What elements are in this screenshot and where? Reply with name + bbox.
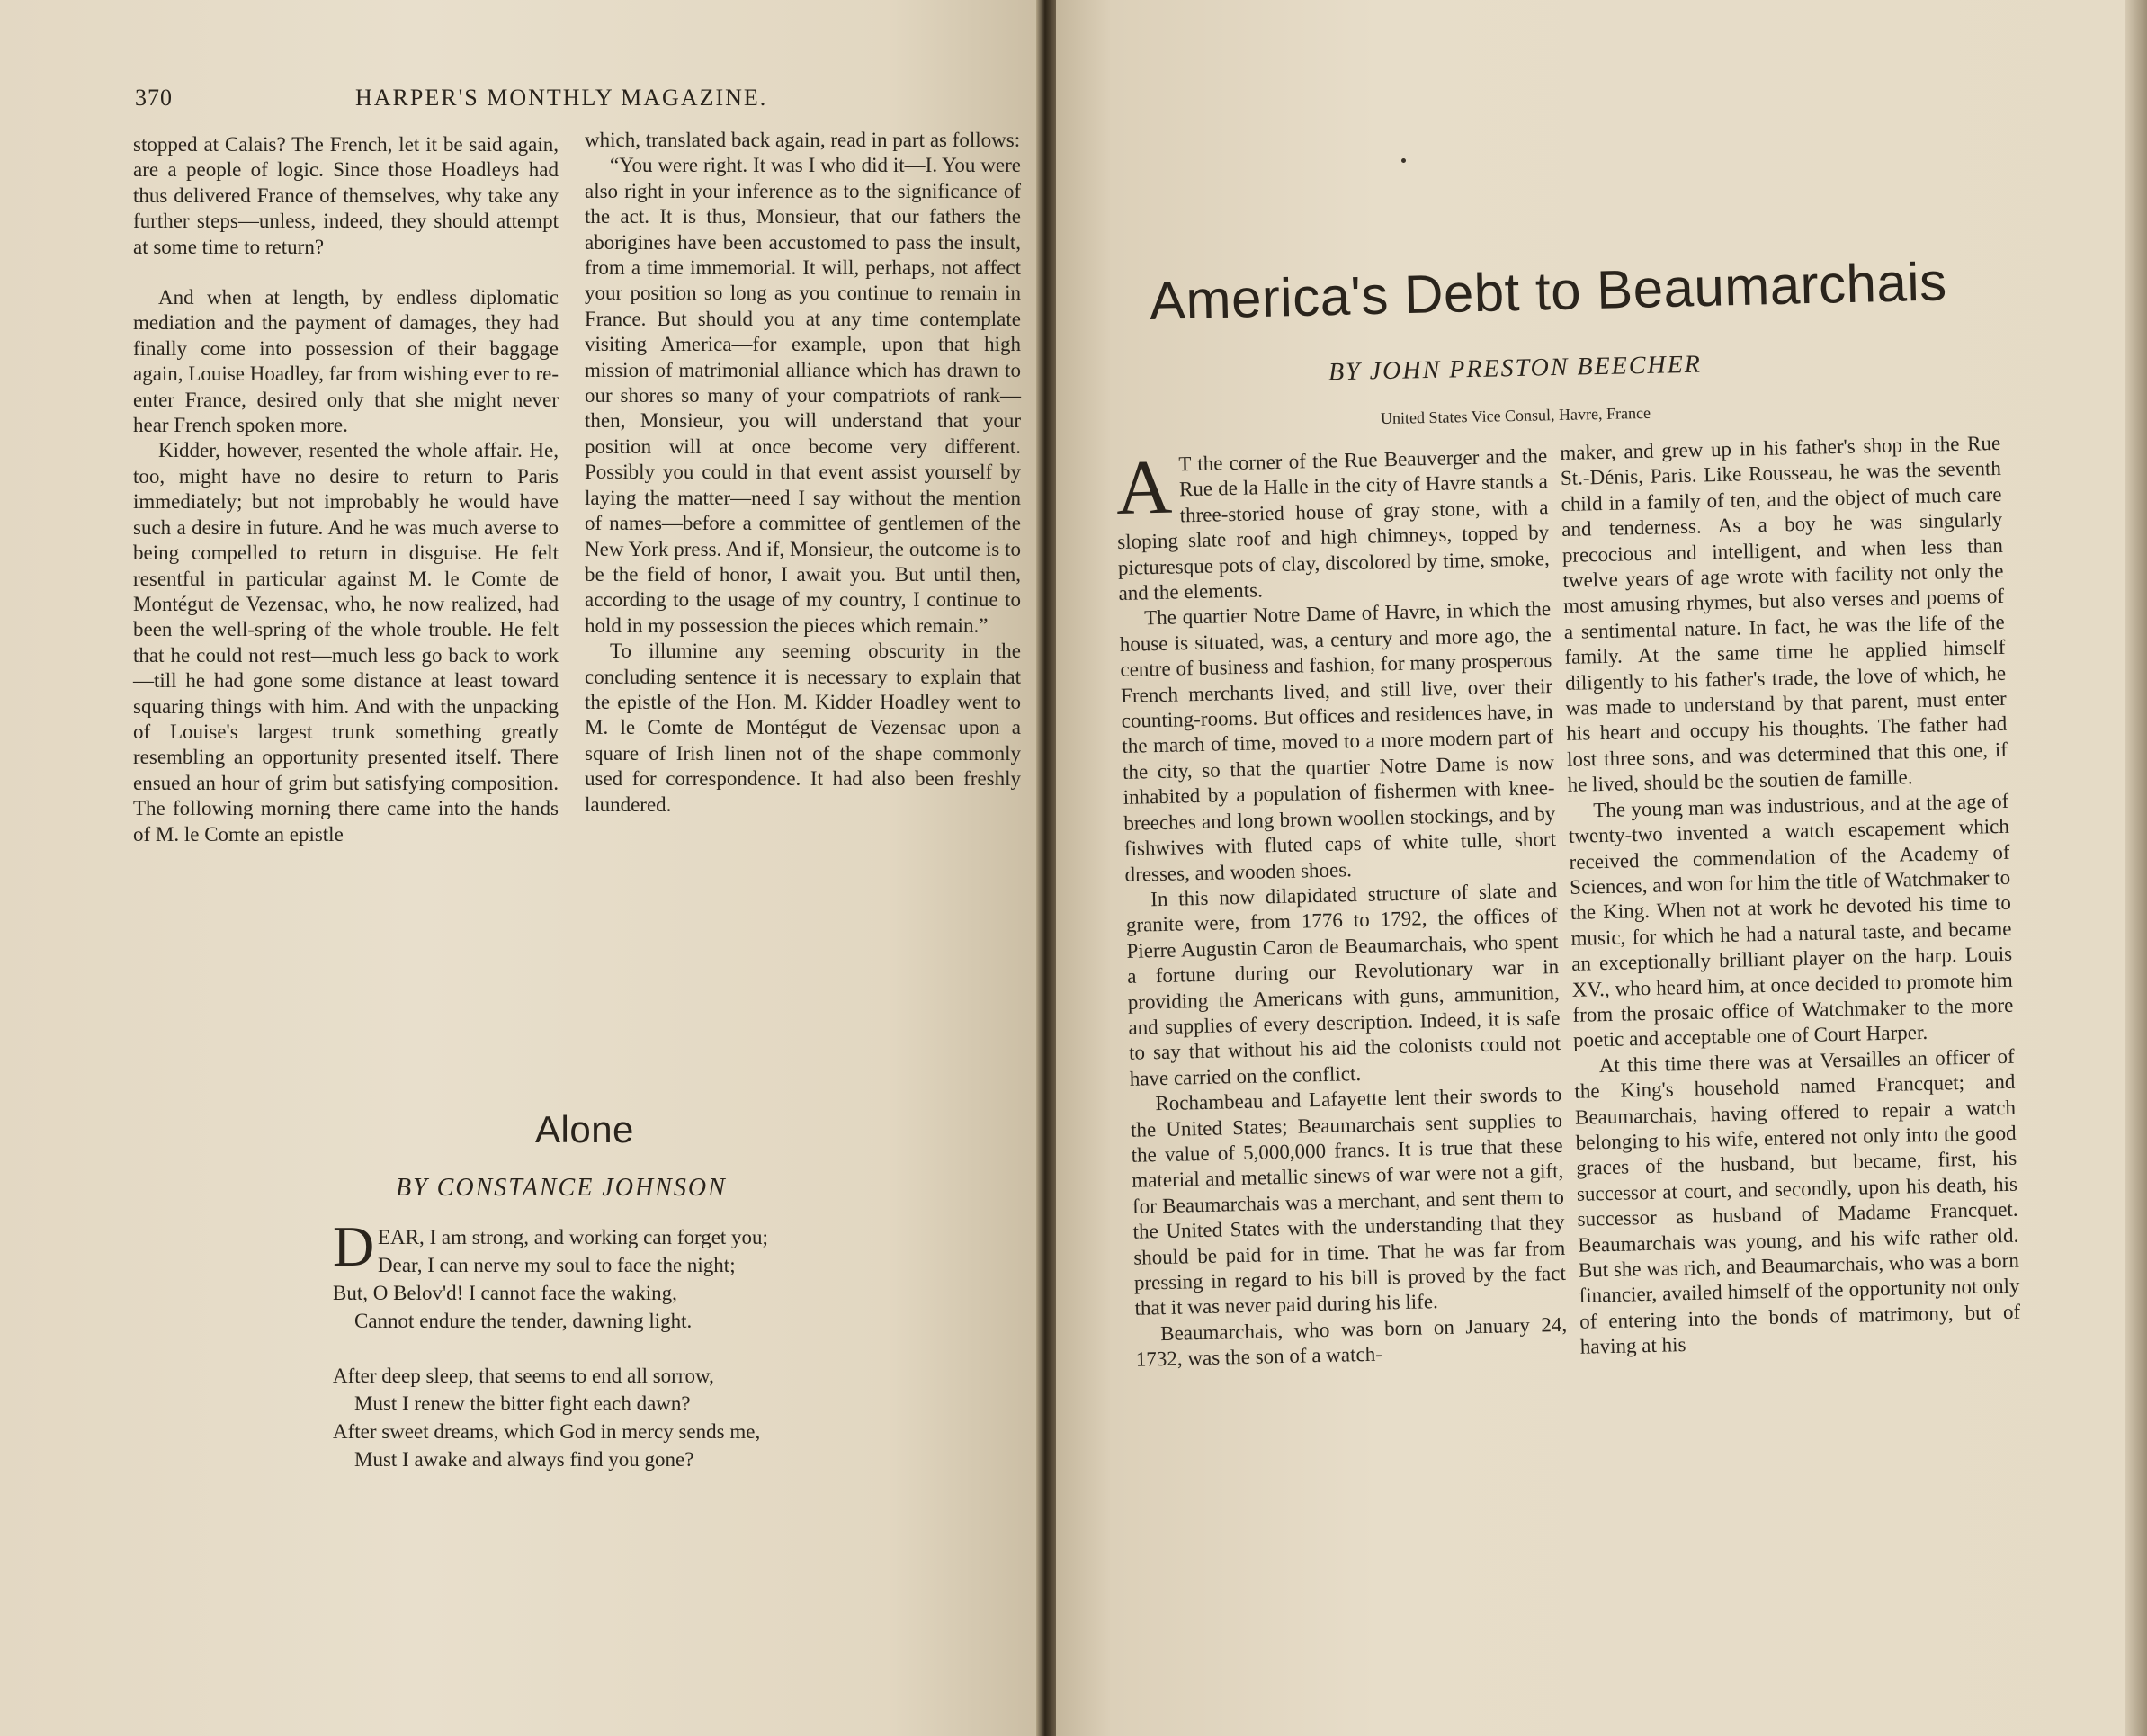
stanza-break [333, 1335, 917, 1362]
paragraph: And when at length, by endless diplomatic mediation and the payment of damages, they had finally come into possession of their baggage again, Louise Hoadley, far from wishing ever to re-enter France, desired only that she might never hear French spoken more. [133, 286, 559, 437]
page-edge [2125, 0, 2147, 1736]
article-byline: BY JOHN PRESTON BEECHER [1328, 350, 1703, 387]
left-column-2 [585, 128, 1021, 818]
poem-line: Must I renew the bitter fight each dawn? [354, 1392, 691, 1415]
paragraph: In this now dilapidated structure of slate and granite were, from 1776 to 1792, the offices of Pierre Augustin Caron de Beaumarchais, who spent a fortune during our Revolutionary war in providing the Americans with guns, ammunition, and supplies of every description. Indeed, it is safe to say that without his aid the colonists could not have carried on the conflict. [1125, 878, 1561, 1090]
poem-line: Must I awake and always find you gone? [354, 1448, 694, 1471]
paragraph [1115, 443, 1551, 606]
paragraph: Rochambeau and Lafayette lent their swords to the United States; Beaumarchais sent supplies to the value of 5,000,000 francs. It is true that these material and metallic sinews of war were not a gift, for Beaumarchais was a merchant, and sent them to the United States with the understanding that they should be paid for in time. That he was far from pressing in regard to his bill is proved by the fact that it was never paid during his life. [1130, 1083, 1567, 1320]
paragraph: To illumine any seeming obscurity in the concluding sentence it is necessary to explain that the epistle of the Hon. M. Kidder Hoadley went to M. le Comte de Montégut de Vezensac upon a square of Irish linen not of the shape commonly used for correspondence. It had also been freshly laundered. [585, 640, 1021, 816]
drop-cap: D [333, 1214, 375, 1278]
magazine-title: HARPER'S MONTHLY MAGAZINE. [355, 85, 768, 111]
book-gutter [1036, 0, 1056, 1736]
printer-dot [1401, 158, 1406, 163]
paragraph: stopped at Calais? The French, let it be said again, are a people of logic. Since those Hoadleys had thus delivered France of themselves, why take any further steps—unless, indeed, they should attempt at some time to return? [133, 133, 559, 258]
left-page [0, 0, 1045, 1736]
poem-line: After deep sleep, that seems to end all sorrow, [333, 1365, 714, 1387]
paragraph: Kidder, however, resented the whole affair. He, too, might have no desire to return to Paris immediately; but not improbably he would have such a desire in future. And he was much averse to being compelled to return in disguise. He felt resentful in particular against M. le Comte de Montégut de Vezensac, who, he now realized, had been the well-spring of the whole trouble. He felt that he could not rest—much less go back to work—till he had gone some distance at least toward squaring things with him. And with the unpacking of Louise's largest trunk something greatly resembling an opportunity presented itself. There ensued an hour of grim but satisfying composition. The following morning there came into the hands of M. le Comte an epistle [133, 439, 559, 846]
paragraph: The quartier Notre Dame of Havre, in which the house is situated, was, a century and more ago, the centre of business and fashion, for many prosperous French merchants lived, and still live, over their counting-rooms. But offices and residences have, in the march of time, moved to a more modern part of the city, so that the quartier Notre Dame is now inhabited by a population of fishermen with knee-breeches and long brown woollen stockings, and by fishwives with fluted caps of white tulle, short dresses, and wooden shoes. [1119, 597, 1557, 886]
right-column-2 [1560, 431, 2021, 1360]
drop-cap: A [1114, 443, 1174, 531]
paragraph: which, translated back again, read in part as follows: [585, 129, 1021, 151]
page-number: 370 [135, 85, 173, 111]
poem-line: But, O Belov'd! I cannot face the waking, [333, 1282, 677, 1304]
paragraph: “You were right. It was I who did it—I. You were also right in your inference as to the significance of the act. It is thus, Monsieur, that our fathers the aborigines have been accustomed to pass the insult, from a time immemorial. It will, perhaps, not affect your position so long as you continue to remain in France. But should you at any time contemplate visiting America—for example, upon that high mission of matrimonial alliance which has drawn to our shores so many of your compatriots of rank—then, Monsieur, you will understand that your position will at once become very different. Possibly you could in that event assist yourself by laying the matter—need I say without the mention of names—before a committee of gentlemen of the New York press. And if, Monsieur, the outcome is to be the field of honor, I await you. But until then, according to the usage of my country, I continue to hold in my possession the pieces which remain.” [585, 154, 1021, 637]
left-column-1 [133, 132, 559, 847]
poem-line: Cannot endure the tender, dawning light. [354, 1310, 693, 1332]
right-column-1 [1115, 443, 1568, 1373]
paragraph: maker, and grew up in his father's shop in the Rue St.-Dénis, Paris. Like Rousseau, he was the seventh child in a family of ten, and the object of much care and tenderness. As a boy he was singularly precocious and intelligent, and when less than twelve years of age wrote with facility not only the most amusing rhymes, but also verses and poems of a sentimental nature. In fact, he was the life of the family. At the same time he applied himself diligently to his father's trade, the love of which, he was made to understand by that parent, must enter his heart and occupy his thoughts. The father had lost three sons, and was determined that this one, if he lived, should be the soutien de famille. [1560, 431, 2008, 797]
running-head [135, 85, 1025, 112]
poem [333, 1214, 917, 1473]
article-title: America's Debt to Beaumarchais [1149, 251, 1948, 331]
poem-title: Alone [535, 1108, 634, 1150]
paragraph-text: T the corner of the Rue Beauverger and the Rue de la Halle in the city of Havre stands a three-storied house of gray stone, with a sloping slate roof and high chimneys, topped by picturesque pots of clay, discolored by time, smoke, and the elements. [1116, 444, 1551, 604]
poem-line: Dear, I can nerve my soul to face the night; [378, 1254, 736, 1276]
poem-line: After sweet dreams, which God in mercy sends me, [333, 1420, 761, 1443]
paragraph: Beaumarchais, who was born on January 24, 1732, was the son of a watch- [1135, 1312, 1568, 1371]
poem-line-text: EAR, I am strong, and working can forget you; [378, 1226, 768, 1248]
paragraph: At this time there was at Versailles an officer of the King's household named Francquet; and Beaumarchais, having offered to repair a watch belonging to his wife, entered not only into the good graces of the husband, but became, first, his successor at court, and secondly, upon his death, his successor as husband of Madame Francquet. Beaumarchais was young, and his wife rather old. But she was rich, and Beaumarchais, who was a born financier, availed himself of the opportunity not only of entering into the bonds of matrimony, but of having at his [1574, 1044, 2021, 1358]
author-credit: United States Vice Consul, Havre, France [1380, 403, 1651, 428]
poem-byline: BY CONSTANCE JOHNSON [396, 1174, 727, 1202]
paragraph: The young man was industrious, and at the age of twenty-two invented a watch escapement which received the commendation of the Academy of Sciences, and won for him the title of Watchmaker to the King. When not at work he devoted his time to music, for which he had a natural taste, and became an exceptionally brilliant player on the harp. Louis XV., who heard him, at once decided to promote him from the prosaic office of Watchmaker to the more poetic and acceptable one of Court Harper. [1568, 789, 2014, 1052]
